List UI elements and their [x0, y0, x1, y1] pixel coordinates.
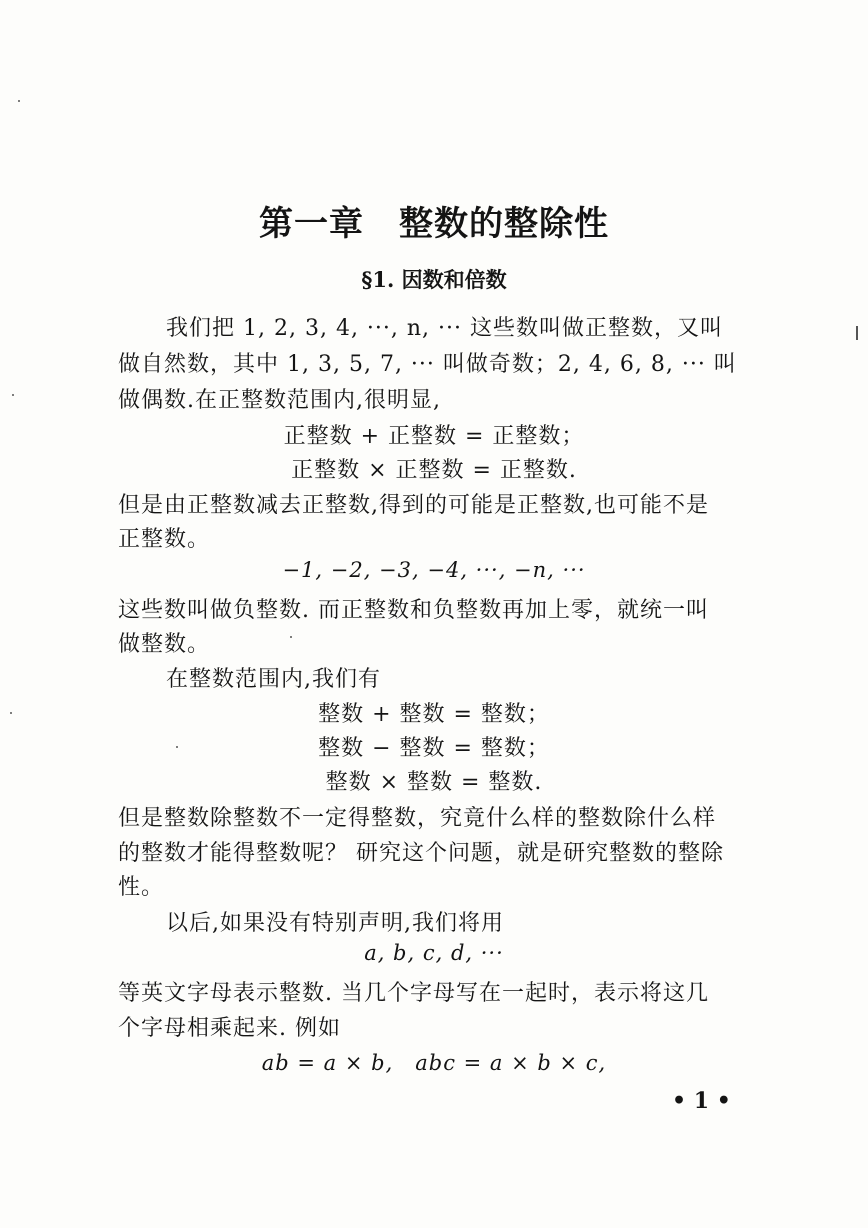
paragraph-line: 做自然数，其中 1, 3, 5, 7, ··· 叫做奇数；2, 4, 6, 8, ··· 叫: [118, 352, 737, 377]
chapter-title: 第一章 整数的整除性: [259, 204, 609, 244]
negative-integers-list: −1, −2, −3, −4, ···, −n, ···: [282, 558, 586, 582]
product-equation: ab = a × b, abc = a × b × c,: [261, 1051, 607, 1075]
paragraph-line: 我们把 1, 2, 3, 4, ···, n, ··· 这些数叫做正整数，又叫: [166, 316, 724, 341]
paragraph-line: 个字母相乘起来. 例如: [118, 1016, 341, 1041]
equation-line: 整数 + 整数 = 整数；: [318, 702, 550, 727]
paragraph-line: 但是整数除整数不一定得整数，究竟什么样的整数除什么样: [118, 806, 717, 831]
paragraph-line: 的整数才能得整数呢？ 研究这个问题，就是研究整数的整除: [118, 841, 724, 866]
paragraph-line: 做偶数.在正整数范围内,很明显,: [118, 388, 441, 413]
page-number: • 1 •: [672, 1088, 731, 1114]
paragraph-line: 做整数。: [118, 632, 211, 657]
equation-line: 整数 × 整数 = 整数.: [325, 770, 543, 795]
letter-variables: a, b, c, d, ···: [364, 941, 504, 965]
paragraph-line: 性。: [118, 875, 165, 900]
paragraph-line: 但是由正整数减去正整数,得到的可能是正整数,也可能不是: [118, 493, 709, 518]
scan-speck: [18, 100, 20, 102]
paragraph-line: 这些数叫做负整数. 而正整数和负整数再加上零，就统一叫: [118, 598, 709, 623]
paragraph-line: 以后,如果没有特别声明,我们将用: [166, 911, 504, 936]
equation-line: 正整数 × 正整数 = 正整数.: [291, 458, 577, 483]
equation-line: 正整数 + 正整数 = 正整数；: [283, 424, 585, 449]
paragraph-line: 在整数范围内,我们有: [166, 667, 381, 692]
scan-speck: [290, 636, 292, 638]
section-title: §1. 因数和倍数: [361, 267, 507, 292]
paragraph-line: 等英文字母表示整数. 当几个字母写在一起时，表示将这几: [118, 981, 709, 1006]
scan-speck: [12, 394, 14, 396]
equation-line: 整数 − 整数 = 整数；: [318, 736, 550, 761]
scan-edge-mark: [856, 326, 858, 340]
paragraph-line: 正整数。: [118, 527, 211, 552]
